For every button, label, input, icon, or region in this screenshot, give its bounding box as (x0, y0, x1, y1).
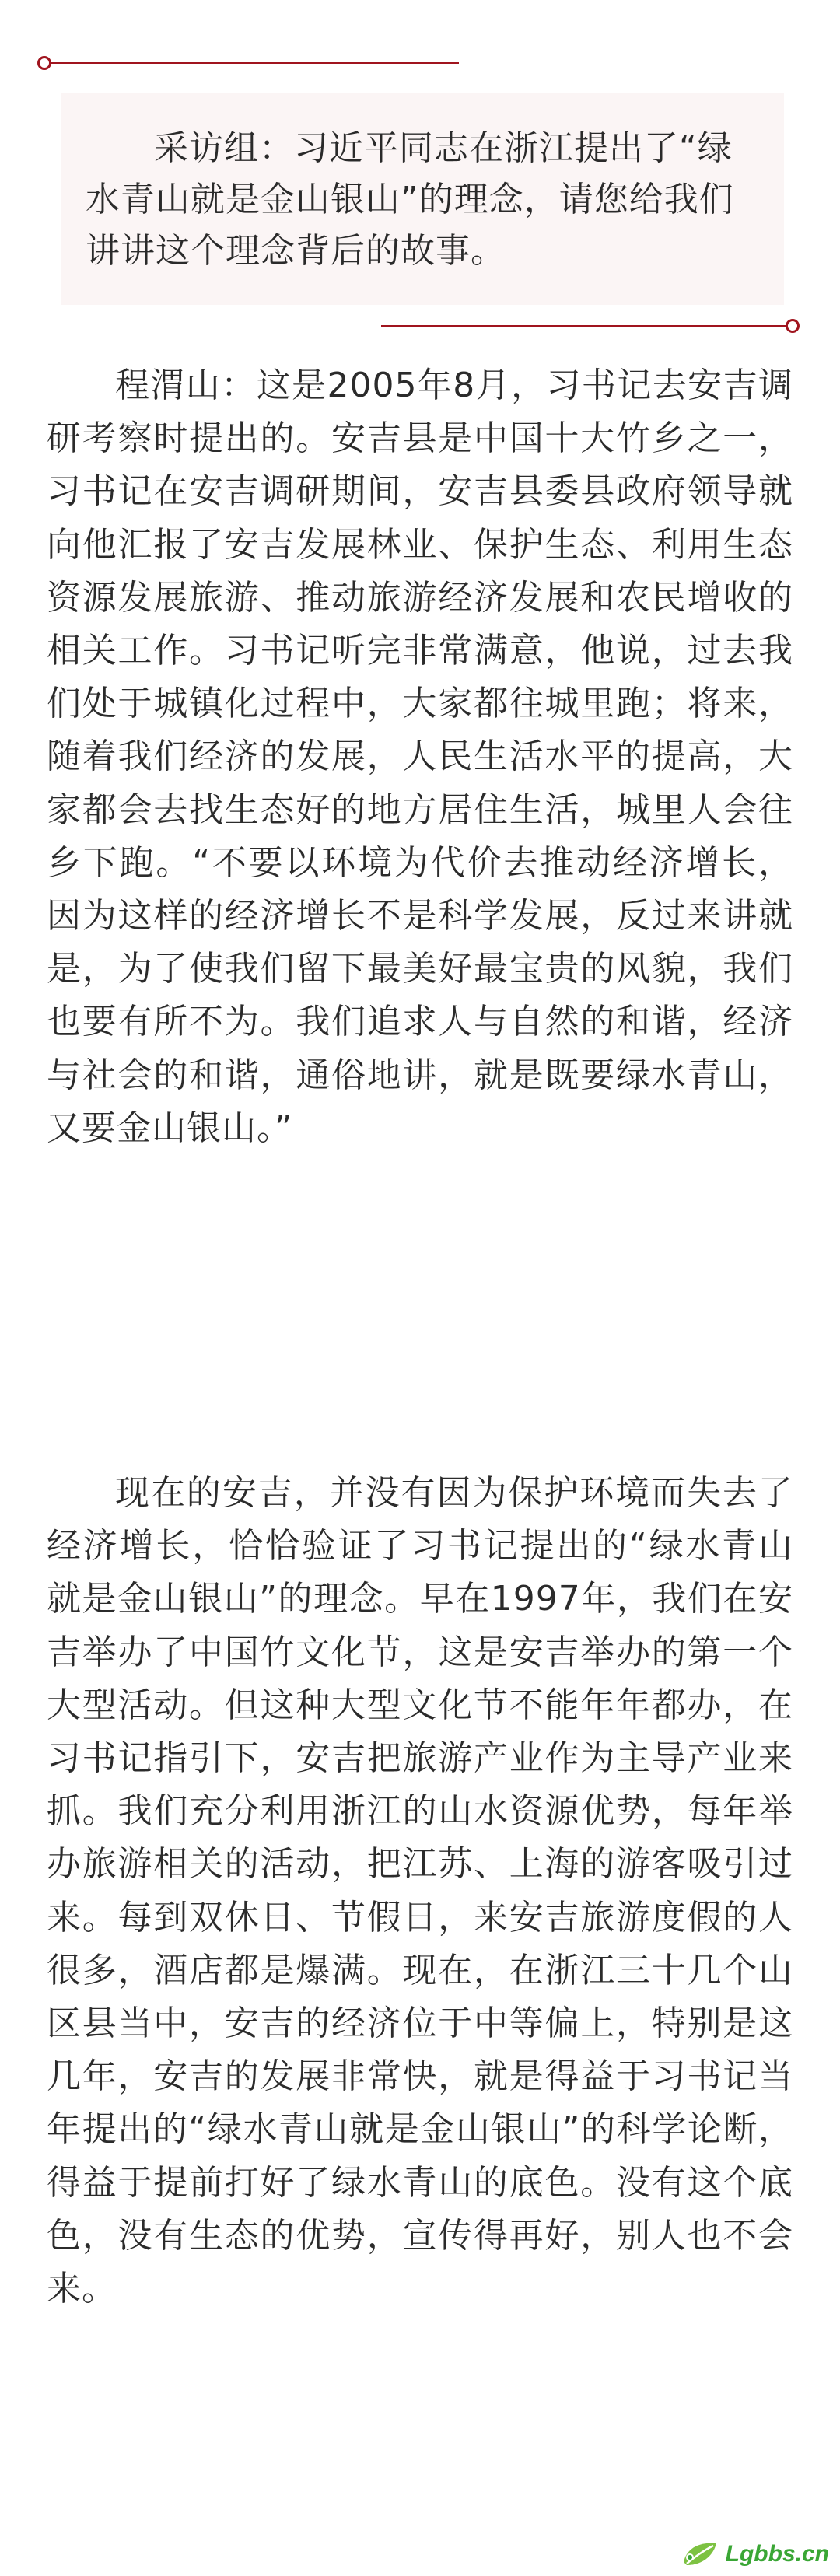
answer-paragraph-1: 程渭山：这是2005年8月，习书记去安吉调研考察时提出的。安吉县是中国十大竹乡之一，习书记在安吉调研期间，安吉县委县政府领导就向他汇报了安吉发展林业、保护生态、利用生态资源发展旅游、推动旅游经济发展和农民增收的相关工作。习书记听完非常满意，他说，过去我们处于城镇化过程中，大家都往城里跑；将来，随着我们经济的发展，人民生活水平的提高，大家都会去找生态好的地方居住生活，城里人会往乡下跑。“不要以环境为代价去推动经济增长，因为这样的经济增长不是科学发展，反过来讲就是，为了使我们留下最美好最宝贵的风貌，我们也要有所不为。我们追求人与自然的和谐，经济与社会的和谐，通俗地讲，就是既要绿水青山，又要金山银山。” (47, 366, 793, 1148)
answer-paragraph-2: 现在的安吉，并没有因为保护环境而失去了经济增长，恰恰验证了习书记提出的“绿水青山就是金山银山”的理念。早在1997年，我们在安吉举办了中国竹文化节，这是安吉举办的第一个大型活动。但这种大型文化节不能年年都办，在习书记指引下，安吉把旅游产业作为主导产业来抓。我们充分利用浙江的山水资源优势，每年举办旅游相关的活动，把江苏、上海的游客吸引过来。每到双休日、节假日，来安吉旅游度假的人很多，酒店都是爆满。现在，在浙江三十几个山区县当中，安吉的经济位于中等偏上，特别是这几年，安吉的发展非常快，就是得益于习书记当年提出的“绿水青山就是金山银山”的科学论断，得益于提前打好了绿水青山的底色。没有这个底色，没有生态的优势，宣传得再好，别人也不会来。 (47, 1473, 793, 2309)
question-text: 采访组：习近平同志在浙江提出了“绿水青山就是金山银山”的理念，请您给我们讲讲这个理念背后的故事。 (86, 128, 734, 271)
leaf-logo-icon (679, 2539, 721, 2570)
watermark (679, 2539, 829, 2570)
bottom-divider-line (381, 325, 793, 327)
bottom-ring-icon (786, 319, 800, 333)
question-box (61, 93, 784, 305)
top-ring-icon (37, 56, 51, 70)
top-divider-line (47, 62, 459, 64)
watermark-text: Lgbbs.cn (725, 2541, 829, 2567)
